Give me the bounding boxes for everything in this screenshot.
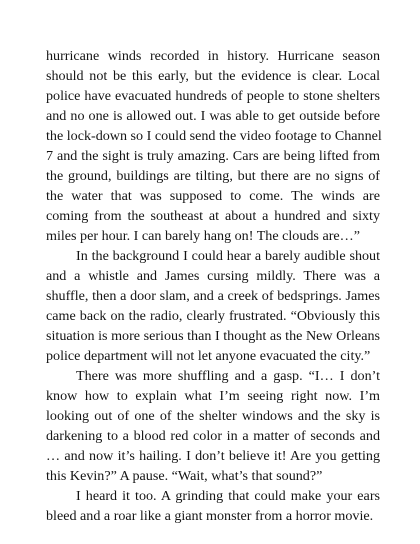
text-line: this Kevin?” A pause. “Wait, what’s that sound?” (46, 468, 323, 484)
text-line: hurricane winds recorded in history. Hurricane season (46, 48, 380, 64)
text-line: coming from the southeast at about a hundred and sixty (46, 208, 380, 224)
text-line: came back on the radio, clearly frustrated. “Obviously this (46, 308, 380, 324)
text-line: the lock-down so I could send the video footage to Channel (46, 128, 382, 144)
text-line: looking out of one of the shelter windows and the sky is (46, 408, 380, 424)
text-line: should not be this early, but the evidence is clear. Local (46, 68, 380, 84)
text-line: and no one is allowed out. I was able to get outside before (46, 108, 380, 124)
text-line: the ground, buildings are tilting, but there are no signs of (46, 168, 380, 184)
text-line: In the background I could hear a barely audible shout (76, 248, 380, 264)
text-line: darkening to a blood red color in a matter of seconds and (46, 428, 380, 444)
text-line: miles per hour. I can barely hang on! The clouds are…” (46, 228, 360, 244)
text-line: There was more shuffling and a gasp. “I… I don’t (76, 368, 380, 384)
text-line: I heard it too. A grinding that could make your ears (76, 488, 380, 504)
text-line: shuffle, then a door slam, and a creek of bedsprings. James (46, 288, 380, 304)
text-line: and a whistle and James cursing mildly. There was a (46, 268, 380, 284)
text-line: the water that was supposed to come. The winds are (46, 188, 380, 204)
text-line: know how to explain what I’m seeing right now. I’m (46, 388, 380, 404)
text-line: police have evacuated hundreds of people to stone shelters (46, 88, 380, 104)
text-line: bleed and a roar like a giant monster from a horror movie. (46, 508, 374, 524)
text-line: situation is more serious than I thought as the New Orleans (46, 328, 380, 344)
text-line: police department will not let anyone evacuated the city.” (46, 348, 371, 364)
text-line: … and now it’s hailing. I don’t believe it! Are you getting (46, 448, 380, 464)
text-line: 7 and the sight is truly amazing. Cars are being lifted from (46, 148, 380, 164)
document-page (46, 46, 380, 526)
